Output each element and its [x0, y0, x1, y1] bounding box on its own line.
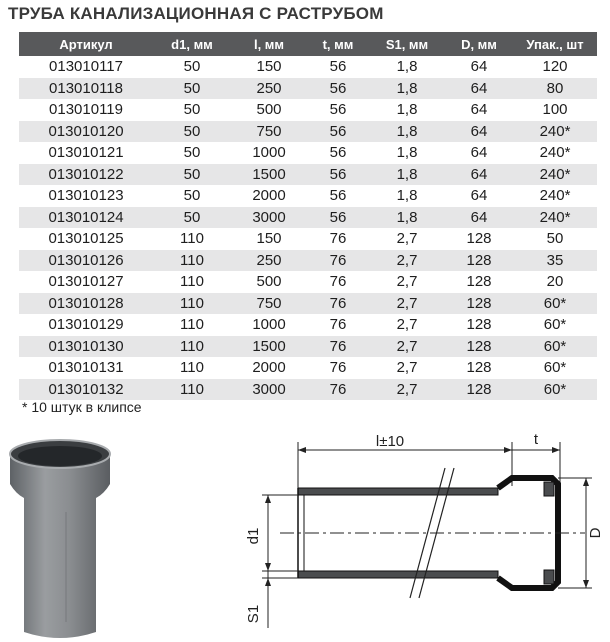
table-cell: 128 [445, 271, 513, 293]
s1-label: S1 [245, 604, 262, 624]
table-cell: 64 [445, 207, 513, 229]
table-cell: 56 [307, 142, 369, 164]
technical-drawing [240, 428, 610, 642]
table-cell: 120 [513, 56, 597, 78]
table-cell: 240* [513, 121, 597, 143]
table-cell: 2000 [231, 357, 307, 379]
table-row [19, 121, 597, 143]
table-cell: 013010128 [19, 293, 153, 315]
table-cell: 013010119 [19, 99, 153, 121]
table-cell: 2,7 [369, 250, 445, 272]
table-cell: 013010117 [19, 56, 153, 78]
table-cell: 1,8 [369, 121, 445, 143]
table-cell: 128 [445, 314, 513, 336]
table-row [19, 185, 597, 207]
table-cell: 50 [153, 185, 231, 207]
table-cell: 013010132 [19, 379, 153, 401]
table-cell: 50 [513, 228, 597, 250]
table-cell: 76 [307, 271, 369, 293]
table-header-row [19, 32, 597, 56]
table-cell: 60* [513, 357, 597, 379]
table-cell: 3000 [231, 379, 307, 401]
column-header-d: D, мм [445, 32, 513, 56]
table-cell: 50 [153, 56, 231, 78]
table-cell: 250 [231, 78, 307, 100]
table-cell: 2,7 [369, 379, 445, 401]
table-cell: 60* [513, 293, 597, 315]
table-cell: 128 [445, 228, 513, 250]
table-row [19, 336, 597, 358]
table-cell: 013010129 [19, 314, 153, 336]
table-row [19, 78, 597, 100]
table-row [19, 357, 597, 379]
table-cell: 500 [231, 99, 307, 121]
pipe-wall-top [298, 488, 498, 495]
table-cell: 1500 [231, 336, 307, 358]
table-cell: 50 [153, 142, 231, 164]
table-cell: 60* [513, 314, 597, 336]
table-cell: 50 [153, 121, 231, 143]
table-cell: 128 [445, 250, 513, 272]
table-cell: 56 [307, 99, 369, 121]
seal-top [544, 482, 554, 496]
table-cell: 110 [153, 271, 231, 293]
table-cell: 1,8 [369, 142, 445, 164]
table-cell: 76 [307, 314, 369, 336]
table-cell: 56 [307, 78, 369, 100]
table-cell: 2,7 [369, 336, 445, 358]
table-cell: 64 [445, 56, 513, 78]
pipe-wall-bottom [298, 571, 498, 578]
table-cell: 128 [445, 293, 513, 315]
table-cell: 50 [153, 78, 231, 100]
table-row [19, 99, 597, 121]
table-cell: 110 [153, 336, 231, 358]
table-cell: 750 [231, 121, 307, 143]
table-cell: 1,8 [369, 207, 445, 229]
table-cell: 500 [231, 271, 307, 293]
table-cell: 100 [513, 99, 597, 121]
table-cell: 20 [513, 271, 597, 293]
table-cell: 80 [513, 78, 597, 100]
table-cell: 013010120 [19, 121, 153, 143]
table-cell: 1,8 [369, 56, 445, 78]
length-label: l±10 [375, 433, 405, 450]
table-cell: 56 [307, 185, 369, 207]
table-cell: 013010131 [19, 357, 153, 379]
table-cell: 2,7 [369, 314, 445, 336]
table-cell: 110 [153, 379, 231, 401]
seal-bottom [544, 570, 554, 584]
column-header-t: t, мм [307, 32, 369, 56]
table-cell: 64 [445, 78, 513, 100]
table-cell: 240* [513, 164, 597, 186]
table-row [19, 379, 597, 401]
table-cell: 50 [153, 207, 231, 229]
table-row [19, 142, 597, 164]
table-cell: 013010118 [19, 78, 153, 100]
table-cell: 128 [445, 357, 513, 379]
column-header-d1: d1, мм [153, 32, 231, 56]
table-cell: 2,7 [369, 293, 445, 315]
pipe-photo [4, 432, 116, 642]
table-cell: 2000 [231, 185, 307, 207]
table-cell: 56 [307, 164, 369, 186]
table-cell: 64 [445, 121, 513, 143]
table-cell: 150 [231, 56, 307, 78]
table-cell: 1000 [231, 142, 307, 164]
table-cell: 128 [445, 379, 513, 401]
table-cell: 250 [231, 250, 307, 272]
table-cell: 013010130 [19, 336, 153, 358]
table-cell: 1,8 [369, 99, 445, 121]
table-cell: 110 [153, 314, 231, 336]
table-row [19, 164, 597, 186]
table-cell: 64 [445, 164, 513, 186]
table-cell: 60* [513, 336, 597, 358]
table-cell: 56 [307, 121, 369, 143]
table-cell: 013010123 [19, 185, 153, 207]
table-cell: 64 [445, 185, 513, 207]
table-cell: 128 [445, 336, 513, 358]
table-cell: 110 [153, 357, 231, 379]
table-cell: 60* [513, 379, 597, 401]
table-cell: 1,8 [369, 164, 445, 186]
table-cell: 76 [307, 357, 369, 379]
table-cell: 76 [307, 336, 369, 358]
table-cell: 013010121 [19, 142, 153, 164]
D-label: D [587, 527, 604, 539]
table-cell: 2,7 [369, 357, 445, 379]
d1-label: d1 [245, 527, 262, 545]
page-title: ТРУБА КАНАЛИЗАЦИОННАЯ С РАСТРУБОМ [8, 4, 384, 23]
table-cell: 110 [153, 228, 231, 250]
table-row [19, 250, 597, 272]
spec-table [19, 32, 597, 400]
column-header-article: Артикул [19, 32, 153, 56]
table-cell: 013010122 [19, 164, 153, 186]
table-row [19, 228, 597, 250]
table-cell: 013010125 [19, 228, 153, 250]
table-cell: 64 [445, 99, 513, 121]
table-cell: 3000 [231, 207, 307, 229]
table-cell: 013010127 [19, 271, 153, 293]
column-header-l: l, мм [231, 32, 307, 56]
table-cell: 50 [153, 99, 231, 121]
table-cell: 1,8 [369, 185, 445, 207]
table-cell: 013010124 [19, 207, 153, 229]
table-row [19, 314, 597, 336]
table-cell: 35 [513, 250, 597, 272]
table-row [19, 207, 597, 229]
table-cell: 240* [513, 185, 597, 207]
socket-label: t [533, 431, 539, 448]
table-cell: 1,8 [369, 78, 445, 100]
table-cell: 76 [307, 228, 369, 250]
table-cell: 56 [307, 56, 369, 78]
column-header-s1: S1, мм [369, 32, 445, 56]
table-cell: 56 [307, 207, 369, 229]
table-cell: 64 [445, 142, 513, 164]
table-cell: 2,7 [369, 228, 445, 250]
table-cell: 50 [153, 164, 231, 186]
table-cell: 76 [307, 250, 369, 272]
table-cell: 110 [153, 250, 231, 272]
footnote: * 10 штук в клипсе [22, 399, 142, 415]
table-row [19, 271, 597, 293]
table-cell: 2,7 [369, 271, 445, 293]
table-cell: 750 [231, 293, 307, 315]
table-row [19, 56, 597, 78]
table-cell: 240* [513, 142, 597, 164]
table-cell: 1000 [231, 314, 307, 336]
table-cell: 013010126 [19, 250, 153, 272]
table-cell: 240* [513, 207, 597, 229]
column-header-package: Упак., шт [513, 32, 597, 56]
table-cell: 76 [307, 293, 369, 315]
table-cell: 1500 [231, 164, 307, 186]
table-cell: 110 [153, 293, 231, 315]
table-cell: 76 [307, 379, 369, 401]
table-row [19, 293, 597, 315]
table-cell: 150 [231, 228, 307, 250]
